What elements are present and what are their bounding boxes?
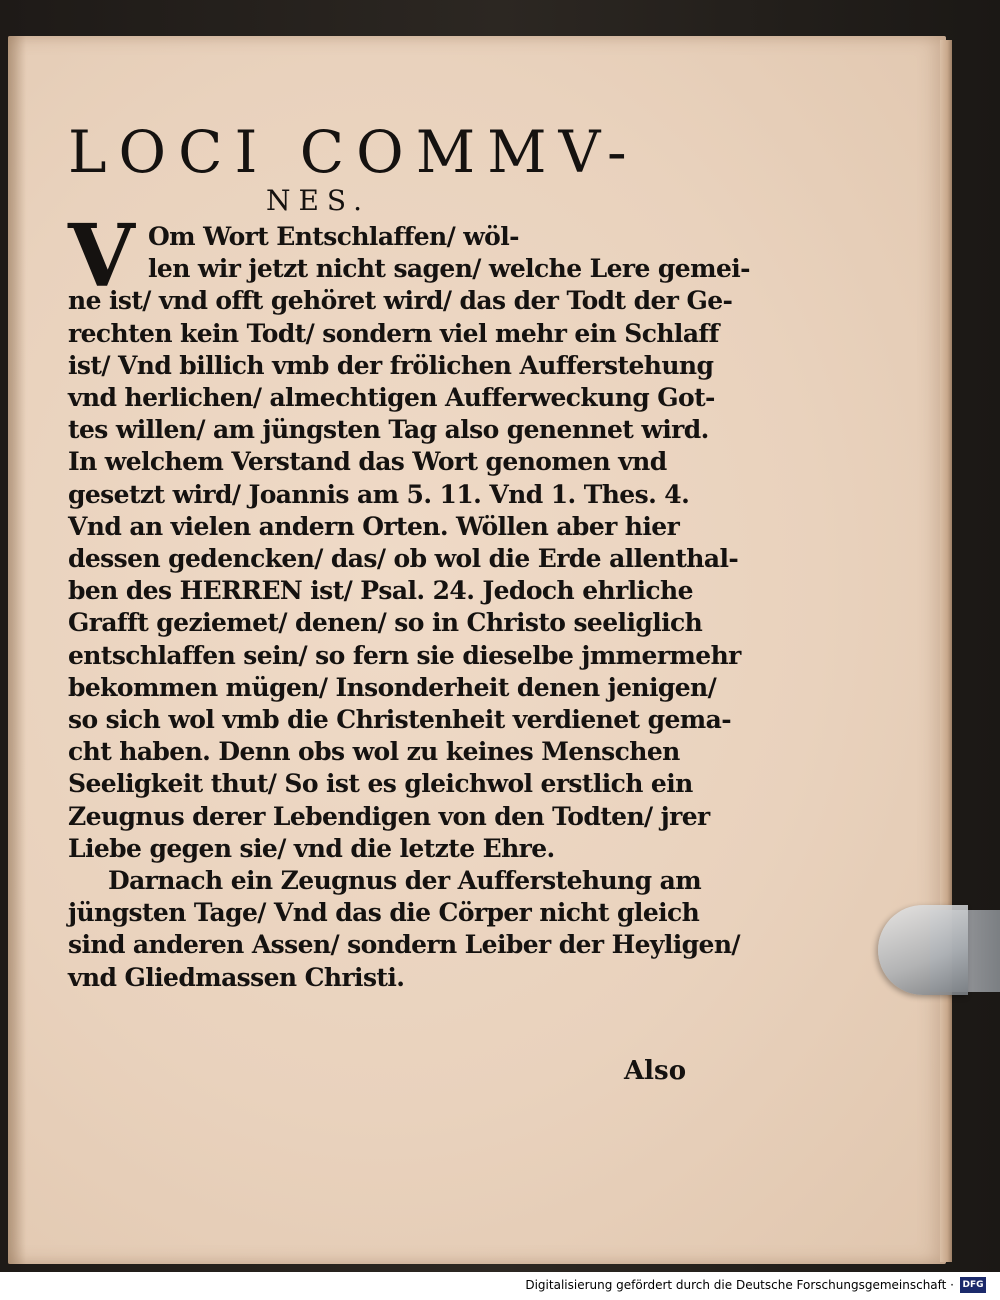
page-clip bbox=[878, 905, 968, 995]
text-line: ben des HERREN ist/ Psal. 24. Jedoch ehrliche bbox=[68, 576, 693, 606]
text-line: Seeligkeit thut/ So ist es gleichwol erstlich ein bbox=[68, 769, 693, 799]
text-line: vnd Gliedmassen Christi. bbox=[68, 962, 405, 992]
paragraph-1 bbox=[68, 206, 750, 865]
text-line: so sich wol vmb die Christenheit verdienet gema- bbox=[68, 705, 731, 735]
dfg-logo-icon: DFG bbox=[960, 1277, 986, 1293]
text-line: tes willen/ am jüngsten Tag also genennet wird. bbox=[68, 415, 709, 445]
text-line: Liebe gegen sie/ vnd die letzte Ehre. bbox=[68, 833, 555, 863]
text-line: gesetzt wird/ Joannis am 5. 11. Vnd 1. Thes. 4. bbox=[68, 479, 690, 509]
text-line: ne ist/ vnd offt gehöret wird/ das der Todt der Ge- bbox=[68, 286, 733, 316]
page-heading-continuation: NES. bbox=[265, 184, 371, 217]
text-line: jüngsten Tage/ Vnd das die Cörper nicht gleich bbox=[68, 898, 700, 928]
text-line: Zeugnus derer Lebendigen von den Todten/ jrer bbox=[68, 801, 710, 831]
page-gutter bbox=[8, 36, 26, 1264]
text-line: Grafft geziemet/ denen/ so in Christo seeliglich bbox=[68, 608, 703, 638]
catchword: Also bbox=[624, 1056, 687, 1086]
paragraph-2 bbox=[68, 865, 740, 994]
text-line: Vnd an vielen andern Orten. Wöllen aber hier bbox=[68, 511, 680, 541]
text-line: Om Wort Entschlaffen/ wöl- bbox=[148, 222, 519, 251]
footer-bar bbox=[0, 1272, 1000, 1300]
text-line: rechten kein Todt/ sondern viel mehr ein Schlaff bbox=[68, 318, 719, 348]
footer-credit: Digitalisierung gefördert durch die Deutsche Forschungsgemeinschaft · bbox=[525, 1278, 954, 1292]
text-line: In welchem Verstand das Wort genomen vnd bbox=[68, 447, 667, 477]
page-text bbox=[68, 118, 750, 994]
text-line: bekommen mügen/ Insonderheit denen jenigen/ bbox=[68, 672, 717, 702]
drop-capital: V bbox=[68, 206, 135, 307]
text-line: Darnach ein Zeugnus der Aufferstehung am bbox=[108, 866, 702, 896]
page-heading: LOCI COMMV- bbox=[68, 118, 639, 186]
text-line: sind anderen Assen/ sondern Leiber der Heyligen/ bbox=[68, 930, 740, 960]
text-line: cht haben. Denn obs wol zu keines Menschen bbox=[68, 737, 680, 767]
text-line: vnd herlichen/ almechtigen Aufferweckung Got- bbox=[68, 383, 715, 413]
text-line: len wir jetzt nicht sagen/ welche Lere gemei- bbox=[148, 254, 750, 284]
text-line: entschlaffen sein/ so fern sie dieselbe jmmermehr bbox=[68, 640, 741, 670]
page-edge bbox=[940, 40, 952, 1262]
text-line: dessen gedencken/ das/ ob wol die Erde allenthal- bbox=[68, 544, 739, 574]
text-line: ist/ Vnd billich vmb der frölichen Aufferstehung bbox=[68, 350, 714, 380]
